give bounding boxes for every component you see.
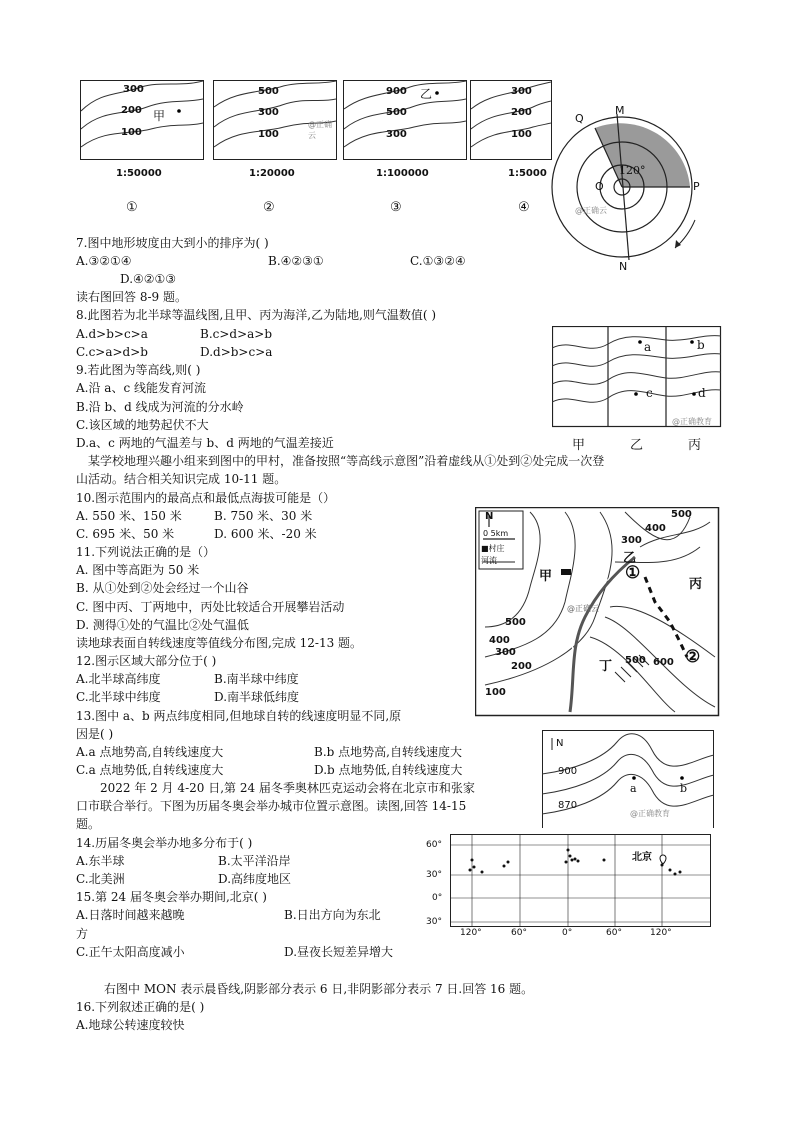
intro-10-11-line2: 山活动。结合相关知识完成 10-11 题。: [76, 472, 287, 486]
q10-option-d: D. 600 米、-20 米: [214, 527, 317, 541]
point-2: ②: [685, 647, 701, 667]
intro-14-15-line1: 2022 年 2 月 4-20 日,第 24 届冬季奥林匹克运动会将在北京市和张家: [100, 781, 475, 795]
q10-option-c: C. 695 米、50 米: [76, 527, 175, 541]
q8-option-b: B.c>d>a>b: [200, 327, 273, 341]
question-15-stem: 15.第 24 届冬奥会举办期间,北京( ): [76, 890, 267, 904]
question-13-stem-2: 因是( ): [76, 727, 114, 741]
q13-option-d: D.b 点地势低,自转线速度大: [314, 763, 463, 777]
earth-diagram: [545, 100, 715, 280]
y-tick: 0°: [432, 893, 443, 903]
q9-option-a: A.沿 a、c 线能发育河流: [76, 381, 206, 395]
question-13-stem-1: 13.图中 a、b 两点纬度相同,但地球自转的线速度明显不同,原: [76, 709, 402, 723]
q7-option-c: C.①③②④: [410, 254, 466, 268]
speed-point-b: b: [680, 782, 688, 795]
contour-label: 200: [121, 105, 142, 116]
x-tick: 120°: [460, 928, 482, 938]
y-tick: 30°: [426, 917, 442, 927]
zone-point-c: c: [646, 386, 653, 400]
watermark: @正确云: [575, 206, 607, 215]
contour-map-1: [80, 80, 204, 160]
q7-option-d: D.④②①③: [120, 272, 177, 286]
q8-option-c: C.c>a>d>b: [76, 345, 148, 359]
q12-option-b: B.南半球中纬度: [214, 672, 299, 686]
intro-10-11-line1: 某学校地理兴趣小组来到图中的甲村，准备按照“等高线示意图”沿着虚线从①处到②处完成一次登: [88, 454, 605, 468]
beijing-label: 北京: [632, 852, 652, 863]
question-14-stem: 14.历届冬奥会举办地多分布于( ): [76, 836, 253, 850]
map-number: ②: [263, 200, 275, 215]
contour-label: 100: [258, 129, 279, 140]
q15-option-b-cont: 方: [76, 927, 89, 941]
q9-option-c: C.该区域的地势起伏不大: [76, 418, 209, 432]
contour-label: 100: [121, 127, 142, 138]
speed-point-a: a: [630, 782, 637, 795]
zone-point-a: a: [644, 340, 652, 354]
contour-label: 500: [671, 509, 692, 520]
q12-option-d: D.南半球低纬度: [214, 690, 300, 704]
contour-map-4: [470, 80, 552, 160]
place-ding: 丁: [599, 659, 613, 674]
q10-option-b: B. 750 米、30 米: [214, 509, 313, 523]
q13-option-b: B.b 点地势高,自转线速度大: [314, 745, 462, 759]
q15-option-c: C.正午太阳高度减小: [76, 945, 185, 959]
contour-label: 300: [386, 129, 407, 140]
q15-option-b: B.日出方向为东北: [284, 908, 381, 922]
map-number: ③: [390, 200, 402, 215]
q9-option-d: D.a、c 两地的气温差与 b、d 两地的气温差接近: [76, 436, 334, 450]
q14-option-c: C.北美洲: [76, 872, 125, 886]
contour-label: 500: [386, 107, 407, 118]
q10-option-a: A. 550 米、150 米: [76, 509, 182, 523]
contour-map-2: [213, 80, 337, 160]
zone-label-yi: 乙: [630, 438, 644, 453]
x-tick: 120°: [650, 928, 672, 938]
question-16-stem: 16.下列叙述正确的是( ): [76, 1000, 205, 1014]
y-tick: 60°: [426, 840, 442, 850]
legend-village: ■村庄: [481, 544, 505, 553]
question-8-stem: 8.此图若为北半球等温线图,且甲、丙为海洋,乙为陆地,则气温数值( ): [76, 308, 437, 322]
label-o: O: [595, 180, 604, 193]
north-label: N: [485, 511, 494, 522]
contour-label: 300: [495, 647, 516, 658]
scale-label: 1:20000: [249, 168, 295, 179]
zone-point-b: b: [697, 338, 705, 352]
q8-option-d: D.d>b>c>a: [200, 345, 273, 359]
x-tick: 60°: [606, 928, 622, 938]
q7-option-b: B.④②③①: [268, 254, 324, 268]
intro-12-13: 读地球表面自转线速度等值线分布图,完成 12-13 题。: [76, 636, 363, 650]
q14-option-b: B.太平洋沿岸: [218, 854, 291, 868]
label-m: M: [615, 104, 625, 117]
q12-option-c: C.北半球中纬度: [76, 690, 161, 704]
q11-option-d: D. 测得①处的气温比②处气温低: [76, 618, 249, 632]
q11-option-b: B. 从①处到②处会经过一个山谷: [76, 581, 249, 595]
q11-option-a: A. 图中等高距为 50 米: [76, 563, 200, 577]
place-label-yi: 乙: [420, 87, 433, 101]
question-9-stem: 9.若此图为等高线,则( ): [76, 363, 201, 377]
q16-option-a: A.地球公转速度较快: [76, 1018, 185, 1032]
rotation-speed-map: [542, 730, 714, 828]
q14-option-d: D.高纬度地区: [218, 872, 292, 886]
zone-label-bing: 丙: [688, 438, 702, 453]
speed-label-900: 900: [558, 766, 578, 777]
scale-bar-label: 0 5km: [483, 529, 509, 538]
zone-point-d: d: [698, 386, 706, 400]
label-n: N: [619, 260, 628, 273]
contour-label: 100: [511, 129, 532, 140]
question-11-stem: 11.下列说法正确的是（）: [76, 545, 216, 559]
x-tick: 0°: [562, 928, 573, 938]
legend-river: 河流: [481, 556, 497, 565]
contour-label: 900: [386, 86, 407, 97]
intro-14-15-line2: 口市联合举行。下图为历届冬奥会举办城市位置示意图。读图,回答 14-15: [76, 799, 467, 813]
q13-option-a: A.a 点地势高,自转线速度大: [76, 745, 224, 759]
contour-label: 600: [653, 657, 674, 668]
speed-label-870: 870: [558, 800, 578, 811]
place-yi: 乙: [623, 551, 637, 566]
place-label-jia: 甲: [153, 109, 166, 123]
contour-label: 300: [258, 107, 279, 118]
contour-label: 200: [511, 661, 532, 672]
q15-option-d: D.昼夜长短差异增大: [284, 945, 394, 959]
q7-option-a: A.③②①④: [76, 254, 132, 268]
angle-label: 120°: [619, 164, 646, 177]
q13-option-c: C.a 点地势低,自转线速度大: [76, 763, 224, 777]
north-label: N: [556, 738, 564, 749]
intro-8-9: 读右图回答 8-9 题。: [76, 290, 187, 304]
contour-map-3: [343, 80, 467, 160]
y-tick: 30°: [426, 870, 442, 880]
zone-label-jia: 甲: [572, 438, 586, 453]
place-jia: 甲: [539, 569, 553, 584]
contour-label: 400: [489, 635, 510, 646]
map-number: ④: [518, 200, 530, 215]
contour-label: 500: [258, 86, 279, 97]
q9-option-b: B.沿 b、d 线成为河流的分水岭: [76, 400, 244, 414]
scale-label: 1:100000: [376, 168, 429, 179]
contour-label: 300: [123, 84, 144, 95]
question-7-stem: 7.图中地形坡度由大到小的排序为( ): [76, 236, 269, 250]
zone-map: [552, 326, 722, 453]
place-bing: 丙: [689, 577, 703, 592]
watermark: @正确教育: [672, 417, 712, 426]
x-tick: 60°: [511, 928, 527, 938]
scale-label: 1:5000: [508, 168, 547, 179]
intro-16: 右图中 MON 表示晨昏线,阴影部分表示 6 日,非阴影部分表示 7 日.回答 16 题。: [104, 982, 534, 996]
olympic-hosts-chart-svg: [420, 830, 715, 940]
q12-option-a: A.北半球高纬度: [76, 672, 161, 686]
rotation-speed-map-svg: [542, 730, 714, 828]
point-1: ①: [625, 563, 641, 583]
question-10-stem: 10.图示范围内的最高点和最低点海拔可能是（）: [76, 491, 336, 505]
q8-option-a: A.d>b>c>a: [76, 327, 148, 341]
map-number: ①: [126, 200, 138, 215]
contour-label: 300: [621, 535, 642, 546]
watermark: @正确云: [308, 120, 332, 140]
watermark: @正确云: [567, 604, 599, 613]
q15-option-a: A.日落时间越来越晚: [76, 908, 185, 922]
hiking-contour-map: [475, 507, 720, 717]
contour-label: 100: [485, 687, 506, 698]
label-p: P: [693, 180, 700, 193]
label-q: Q: [575, 112, 584, 125]
contour-label: 200: [511, 107, 532, 118]
question-12-stem: 12.图示区域大部分位于( ): [76, 654, 217, 668]
olympic-hosts-chart: [420, 830, 715, 940]
contour-label: 400: [645, 523, 666, 534]
earth-diagram-svg: [545, 100, 715, 280]
contour-label: 500: [505, 617, 526, 628]
contour-label: 500: [625, 655, 646, 666]
watermark: @正确教育: [630, 809, 670, 818]
q11-option-c: C. 图中丙、丁两地中，丙处比较适合开展攀岩活动: [76, 600, 345, 614]
scale-label: 1:50000: [116, 168, 162, 179]
intro-14-15-line3: 题。: [76, 817, 101, 831]
q14-option-a: A.东半球: [76, 854, 125, 868]
contour-label: 300: [511, 86, 532, 97]
